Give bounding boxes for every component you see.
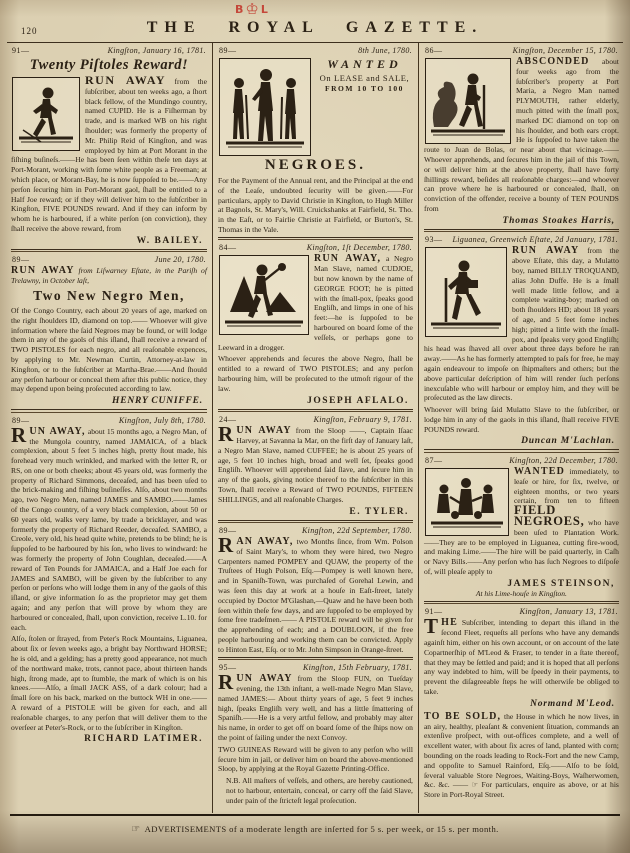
masthead xyxy=(7,2,623,43)
ad-dateline: Kingſton, February 9, 1781. xyxy=(313,415,412,425)
ad-dateline: June 20, 1780. xyxy=(154,255,206,265)
ad-signature: W. BAILEY. xyxy=(136,235,203,246)
ad-ref: 84— xyxy=(218,243,237,253)
column-3 xyxy=(418,43,624,813)
ad-body-text: who have been uſed to Plantation Work.——They are to be employed in Liguanea, cutting fire-wood, and making Lime.——The hire will be paid quarterly, in Caſh or Navy Bills.——Any perſon who has ſuch Negroes to diſpoſe of, will pleaſe apply to xyxy=(423,518,619,577)
ad-body xyxy=(11,422,207,633)
ad-signature-note: At his Lime-houſe in Kingſton. xyxy=(475,588,567,598)
ad-dateline: Kingſton, 22d September, 1780. xyxy=(302,526,412,536)
ad-signature: RICHARD LATIMER. xyxy=(84,734,203,745)
ad-body xyxy=(423,614,619,697)
ad-opener: THE xyxy=(423,614,459,639)
ad-headline: Two New Negro Men, xyxy=(33,287,185,303)
page-number: 120 xyxy=(21,26,38,36)
ad-ref: 89— xyxy=(12,415,30,425)
stamp-letter-left: B xyxy=(235,2,244,16)
ad-body-text: two Months ſince, from Wm. Polson of Saint Mary's, to whom they were hired, two Negro Carpenters named POMPEY and QUAW, the property of the Truſtees of Hugh Polson, Eſq.—Pompey is well known here, and in Spaniſh-Town, was purchaſed of Gorehal Lewin, and was ſeen this day at work at a houſe in Eaſt-ſtreet, lately occupied by Doctor M'Glashan,—Quaw and he have been both ſeen within theſe few days, and are ſuppoſed to be employed by ſome free tradeſmen.—— A PISTOLE reward will be given for the apprehending of each; and a DOUBLOON, if the free people harbouring and working them can be convicted. Apply to Hinton East, Eſq. or to Mr. John Simpson in Orange-ſtreet. xyxy=(217,537,413,654)
ad-signature: Duncan M'Lachlan. xyxy=(521,436,615,447)
ad-body-text: from the ſubſcriber, about ten weeks ago, a ſhort black fellow, of the Mundingo country, named CUPID. He is a Fiſherman by trade, and is marked WB on his right ſhoulder; was formerly the property of Mr. Philip Reid of Kingſton, and was employed by him at Port Morant in the fiſhing buſineſs.——He has been ſeen within theſe ten days at Port-Morant, working with ſome white people as a Freeman; at which place, or Morant-Bay, he is now ſuppoſed to be.——Any perſon ſecuring him in Port-Morant gaol, ſhall be entitled to a Half Joe reward; or if they will deliver him to the ſubſcriber in Kingſton, FIVE POUNDS reward. And if they can inform by whom he is harboured, if a white perſon (on conviction), they ſhall receive the above reward, from xyxy=(11,77,207,233)
ad-signature: HENRY CUNIFFE. xyxy=(112,396,203,407)
ad-opener: RUN AWAY, xyxy=(313,253,382,265)
ad-opener: ABSCONDED xyxy=(515,56,590,67)
ad-body-text: from the Sloop FUN, on Tueſday evening, the 13th inſtant, a well-made Negro Man Slave, named JAMES:— About thirty years of age, 5 feet 9 inches high, ſpeaks Engliſh very well, and has a little ſmattering of Spaniſh.——He is a very artful fellow, and probably may alter his name, in order to get off on board ſome of the ſhips now on the point of ſailing under the next Convoy. xyxy=(217,674,413,743)
ad-body-2: TWO GUINEAS Reward will be given to any perſon who will ſecure him in jail, or deliver him on board the above-mentioned Sloop, by applying at the Royal Gazette Printing-Office. xyxy=(217,744,413,774)
ad-body-2: Whoever will bring ſaid Mulatto Slave to the ſubſcriber, or lodge him in any of the gaols in this iſland, ſhall receive FIVE POUNDS reward. xyxy=(423,405,619,434)
ad-ref: 93— xyxy=(424,235,443,245)
crown-icon: ♔ xyxy=(245,0,259,18)
walker-tree-woodcut xyxy=(425,58,511,144)
ad-billy-troquand xyxy=(424,234,619,447)
ad-opener: RUN AWAY xyxy=(217,422,292,447)
ad-separator xyxy=(424,449,619,453)
ad-headline-wanted: WANTED xyxy=(327,57,402,71)
ad-nota-bene: N.B. All maſters of veſſels, and others, are hereby cautioned, not to harbour, entertain, conceal, or carry off the ſaid Slave, under pain of the ſtricteſt legal proſecution. xyxy=(225,776,413,805)
ad-body xyxy=(424,57,619,214)
ad-ref: 87— xyxy=(424,456,443,466)
ad-separator xyxy=(218,520,413,524)
three-figures-woodcut xyxy=(219,58,311,156)
ad-ref: 89— xyxy=(12,255,30,265)
ad-lead-text: from Liſwarney Eſtate, in the Pariſh of Trelawny, in October laſt, xyxy=(11,266,207,286)
ad-body xyxy=(11,73,207,234)
ad-signature: Thomas Stoakes Harris, xyxy=(502,215,615,226)
traveler-huts-woodcut xyxy=(219,255,309,335)
ad-ref: 91— xyxy=(424,607,443,617)
ad-signature: Normand M'Leod. xyxy=(530,698,615,709)
manicule-icon: ☞ xyxy=(131,824,141,835)
ad-dateline: 8th June, 1780. xyxy=(358,46,412,55)
ad-signature: JOSEPH AFLALO. xyxy=(307,395,409,406)
ad-signature: JAMES STEINSON, xyxy=(507,578,615,589)
ad-lead xyxy=(11,266,207,286)
ad-jamaica-james-sambo xyxy=(11,415,207,746)
ad-opener: RUN AWAY xyxy=(511,245,580,257)
ad-body-text: Subſcriber, intending to depart this iſland in the ſecond Fleet, requeſts all perſons who have any demands againſt him, either on his own account, or on account of the late Copartnerſhip of M'Leod & Fraser, to tender in a ſtate thereof, that they may be ſettled and paid; and it is hoped that all perſons any way indebted to him, will be ſpeedy in their payments, to prevent the diſagreeable ſteps he will otherwiſe be obliged to take. xyxy=(423,618,619,697)
group-of-figures-woodcut xyxy=(425,468,509,536)
ad-mcleod-departure xyxy=(424,606,619,709)
ad-opener: WANTED xyxy=(513,466,566,478)
ad-ref: 89— xyxy=(218,526,237,536)
ad-ref: 86— xyxy=(424,46,443,55)
ad-headline-range: FROM 10 TO 100 xyxy=(325,84,404,93)
ad-signature: E. TYLER. xyxy=(349,506,409,517)
ad-body-text: from the above Eſtate, this day, a Mulatto boy, named BILLY TROQUAND, alias John Duffe. He is a ſmall well made little fellow, and a complete waiting-boy; marked on both ſhoulders HD; about 18 years of age, and 5 feet ſome inches high; pitted a little with the ſmall-pox, and ſpeaks very good Engliſh; his head was ſhaved all over about three days before he ran away.——As he has formerly attempted to paſs for free, he may again endeavour to impoſe on ſhipmaſters and others; but the above particular deſcription of him will render ſuch perſons inexcuſable who will harbour or employ him, and they will be proſecuted as the law directs. xyxy=(423,246,619,403)
ad-separator xyxy=(11,409,207,413)
ad-headline-row xyxy=(218,45,413,57)
ad-dateline: Kingſton, December 15, 1780. xyxy=(512,46,618,55)
ad-lead-text: immediately, to leaſe or hire, for ſix, twelve, or eighteen months, or two years certain, from ten to fifteen xyxy=(513,467,619,506)
library-stamp xyxy=(235,2,268,16)
ad-separator xyxy=(218,237,413,241)
ad-headline: Twenty Piſtoles Reward! xyxy=(29,57,189,73)
page-title: THE ROYAL GAZETTE. xyxy=(146,19,484,36)
ad-dateline: Liguanea, Greenwich Eſtate, 2d January, 1781. xyxy=(452,235,618,245)
ad-dateline: Kingſton, January 13, 1781. xyxy=(519,607,618,617)
ad-headline-row xyxy=(11,45,207,57)
ad-wanted-negroes-lease xyxy=(218,45,413,235)
ad-plymouth-absconded xyxy=(424,45,619,227)
ad-opener: RUN AWAY xyxy=(217,670,293,695)
ad-body xyxy=(217,422,413,504)
ad-dateline: Kingſton, July 8th, 1780. xyxy=(118,415,206,425)
ad-pompey-quaw xyxy=(218,525,413,655)
ad-opener: TO BE SOLD, xyxy=(423,710,502,722)
ad-two-new-negro-men xyxy=(11,254,207,407)
ad-dateline: Kingſton, 22d December, 1780. xyxy=(509,456,618,466)
ad-opener: RUN AWAY, xyxy=(11,422,86,447)
ad-cuffee-sloop xyxy=(218,414,413,517)
ad-ref: 24— xyxy=(218,415,237,425)
ad-separator xyxy=(11,249,207,253)
ad-body xyxy=(217,533,413,655)
ad-body-text: about 15 months ago, a Negro Man, of the Mungola country, named JAMAICA, of a black complexion, about 5 feet 5 inches high, pretty ſtout made, his forehead very much wrinkled, and marked with the letter R, or RS, on one or both cheeks; about 45 years old, was formerly the property of Richard Simmons, deceaſed, and has been uſed to the brick-making and fiſhing buſineſſes. Alſo, about two months ago, two Negro Men, named JAMES and SAMBO.——James of the Congo country, of a very black complexion, about 50 or 60 years old, walks very lame, by trade a bricklayer, and was formerly the property of Richard Reeder, deceaſed. SAMBO, a Creole, very old, his head quite white, pretends to be blind; he is ſuppoſed to be harboured by his ſon, who lives to windward: he was formerly the property of John Coughlan, deceaſed.——A reward of Ten Pounds for JAMAICA, and a Half Joe each for JAMES and SAMBO, will be given by the ſubſcriber to any perſon or perſons who will lodge them in any of the gaols of this iſland, or give information ſo as the proprietor may get them again; and any perſon that will prove by whom they are harboured or concealed, ſhall, upon conviction, receive L.10. for each. xyxy=(11,426,207,632)
ad-cudjoe-george-foot xyxy=(218,242,413,406)
ad-dateline: Kingſton, 15th February, 1781. xyxy=(302,663,412,673)
ad-house-to-be-sold xyxy=(424,712,619,800)
ad-field-negroes-wanted xyxy=(424,455,619,599)
footer-text: ADVERTISEMENTS of a moderate length are inſerted for 5 s. per week, or 15 s. per month. xyxy=(144,824,499,834)
ad-separator xyxy=(218,409,413,413)
ad-ref: 91— xyxy=(12,46,30,55)
ad-body-text: the House in which he now lives, in an airy, healthy, pleaſant & convenient ſituation, commands an extenſive proſpect, with out-offices complete, and a well of excellent water, with about ſix acres of land, planted with corn; bounding on the roads leading to Rock-Fort and the new Camp, and oppoſite to Samuel Rainford, Eſq.——Alſo to be ſold, ſeveral valuable Store Negroes, Waiting-Boys, Waſherwomen, &c. &c. —— ☞ For particulars, enquire as above, or at his Store in Port-Royal Street. xyxy=(423,711,619,800)
column-2 xyxy=(212,43,418,813)
ad-opener: RAN AWAY, xyxy=(217,533,294,558)
ad-twenty-pistoles-reward xyxy=(11,45,207,247)
ad-headline-lease: On LEASE and SALE, xyxy=(319,73,410,83)
ad-body xyxy=(424,467,619,577)
ad-body xyxy=(424,712,619,800)
ad-body-2: Whoever apprehends and ſecures the above Negro, ſhall be entitled to a reward of TWO PISTOLES; and any perſon harbouring him, will be proſecuted to the utmoſt rigour of the law. xyxy=(217,354,413,393)
ad-body xyxy=(218,254,413,352)
ad-body: Of the Congo Country, each about 20 years of age, marked on the right ſhoulders ID, diamond on top.—— Whoever will give information where the ſaid Negroes may be found, or will lodge them in any of the gaols of this iſland, ſhall receive a reward of TWO PISTOLES for each negro, and all reaſonable expences, by applying to Mr. Newman Curtin, Attorney-at-law in Kingſton, or to the ſubſcriber at Martha-Brae.——And ſhould any perſon harbour or conceal them after this public notice, they may depend upon being proſecuted according to law. xyxy=(11,305,207,394)
ad-headline: FIELD NEGROES, xyxy=(513,503,585,529)
ad-ref: 89— xyxy=(218,46,237,55)
ad-headline-negroes: NEGROES. xyxy=(264,157,366,173)
ad-dateline: Kingſton, 1ſt December, 1780. xyxy=(306,243,412,253)
runaway-slave-woodcut xyxy=(12,77,80,151)
staff-walker-woodcut xyxy=(425,247,507,337)
ad-body-text: about four weeks ago from the ſubſcriber's property at Port Maria, a Negro Man named PLYMOUTH, rather elderly, much pitted with the ſmall pox, marked DC diamond on top on his ſhoulder, and both ears cropt. He is ſuppoſed to have taken the route to Juan de Bolas, or near about that vicinage.——Whoever apprehends, and ſecures him in the jail of this Town, or will deliver him at the above property, ſhall have forty ſhillings reward, beſides all reaſonable charges:—and whoever can prove where he is harboured or concealed, ſhall, on conviction of the offender, receive a bounty of TEN POUNDS from xyxy=(423,57,619,213)
ad-body-text: a Negro Man Slave, named CUDJOE, but now known by the name of GEORGE FOOT; he is pitted with the ſmall-pox, ſpeaks good Engliſh, and limps in one of his feet:—he is ſuppoſed to be harboured on board ſome of the veſſels, or perhaps gone to Leeward in a drogger. xyxy=(217,254,413,352)
ad-separator xyxy=(424,229,619,233)
stamp-letter-right: L xyxy=(260,2,268,16)
ad-dateline: Kingſton, January 16, 1781. xyxy=(107,46,206,55)
ad-body: For the Payment of the Annual rent, and the Principal at the end of the Leaſe, undoubted ſecurity will be given.——For particulars, apply to David Christie in Kingſton, to Hugh Miller at Bagnols, St. Mary's, Will. Cruickshanks at Fairfield, St. Tho. in the Eaſt, or to Fairlie Christie at Fairfield, or Burton's, St. Thomas in the Vale. xyxy=(217,176,413,234)
ad-body-text: from the Sloop ——, Captain Iſaac Harvey, at Savanna la Mar, on the firſt day of January laſt, a Negro Man Slave, named CUFFEE; he is about 25 years of age, 5 feet 10 inches high, broad and well ſet, ſpeaks good Engliſh. Whoever will apprehend ſaid ſlave, and ſecure him in any of the gaols, giving notice thereof to the ſubſcriber in this Town, ſhall receive a Reward of TWO POUNDS, FIFTEEN SHILLINGS, and all reaſonable Charges. xyxy=(217,426,413,504)
ad-ref: 95— xyxy=(218,663,237,673)
ad-separator xyxy=(424,601,619,605)
ad-opener: RUN AWAY xyxy=(85,73,167,87)
ad-body-2: Alſo, ſtolen or ſtrayed, from Peter's Rock Mountains, Liguanea, about ſix or ſeven weeks ago, a bright bay Northward HORSE; he is old, and a gelding; has a pretty good appearance, not much of the northward make, trots, cannot pace, about thirteen hands high, ſtrong made, apt to ſtumble, the mark of which is on his knees.——Alſo, a ſmall JACK ASS, of a dark colour; had a ſmall ſore on his back, marked on the buttock WH in one.—— A reward of a PISTOLE will be given for each, and all reaſonable charges, to any perſon that will deliver them to the overſeer at Peter's-Rock, or to the ſubſcriber in Kingſton. xyxy=(11,634,207,732)
ad-body xyxy=(424,246,619,403)
advertising-rates-line xyxy=(4,816,626,835)
column-1 xyxy=(6,43,212,813)
ad-james-sloop-fun xyxy=(218,662,413,805)
ad-opener: RUN AWAY xyxy=(11,265,75,277)
columns xyxy=(6,43,624,813)
ad-body xyxy=(217,670,413,743)
ad-separator xyxy=(218,657,413,661)
